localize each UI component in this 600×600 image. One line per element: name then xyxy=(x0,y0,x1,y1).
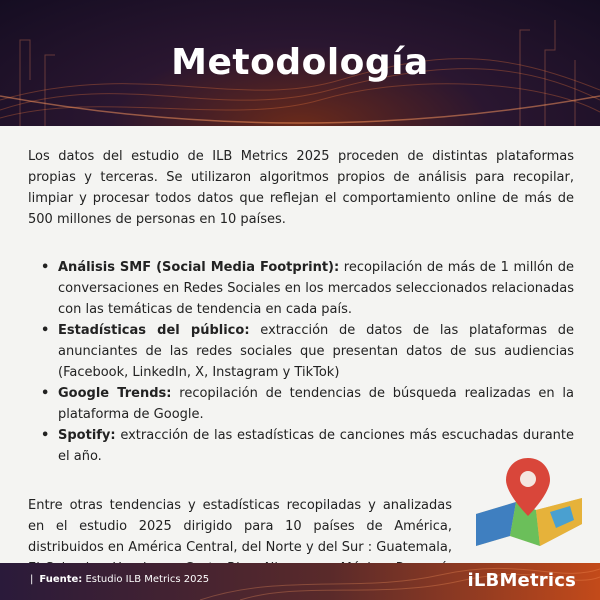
list-item-label: Google Trends: xyxy=(58,386,172,401)
list-item-label: Análisis SMF (Social Media Footprint): xyxy=(58,260,340,275)
brand-logo: iLBMetrics xyxy=(467,570,576,591)
source-text: Estudio ILB Metrics 2025 xyxy=(82,574,210,585)
list-item-text: extracción de las estadísticas de canciones más escuchadas durante el año. xyxy=(58,428,574,464)
header-banner xyxy=(0,0,600,126)
list-item-text: extracción de datos de las plataformas de anunciantes de las redes sociales que presentan datos de sus audiencias (Facebook, LinkedIn, X, Instagram y TikTok) xyxy=(58,323,574,380)
intro-paragraph: Los datos del estudio de ILB Metrics 2025 proceden de distintas plataformas propias y terceras. Se utilizaron algoritmos propios de análisis para recopilar, limpiar y procesar todos datos que reflejan el comportamiento online de más de 500 millones de personas en 10 países. xyxy=(28,149,574,227)
list-item xyxy=(41,320,574,383)
list-item xyxy=(41,257,574,320)
source-label: Fuente: xyxy=(39,574,83,585)
list-item-text: recopilación de tendencias de búsqueda realizadas en la plataforma de Google. xyxy=(58,386,574,422)
footer-bar xyxy=(0,563,600,600)
source-separator: | xyxy=(30,574,34,585)
map-pin-icon xyxy=(470,454,588,554)
list-item xyxy=(41,383,574,425)
page-title: Metodología xyxy=(171,42,429,83)
list-item-label: Estadísticas del público: xyxy=(58,323,250,338)
closing-paragraph: Entre otras tendencias y estadísticas recopiladas y analizadas en el estudio 2025 dirigido para 10 países de América, distribuidos en América Central, del Norte y del Sur : Guatemala, xyxy=(28,498,452,555)
methods-list xyxy=(41,257,574,467)
list-item-text: recopilación de más de 1 millón de conversaciones en Redes Sociales en los mercados seleccionados relacionadas con las temáticas de tendencia en cada país. xyxy=(58,260,574,317)
source-note xyxy=(30,574,209,585)
list-item-label: Spotify: xyxy=(58,428,116,443)
